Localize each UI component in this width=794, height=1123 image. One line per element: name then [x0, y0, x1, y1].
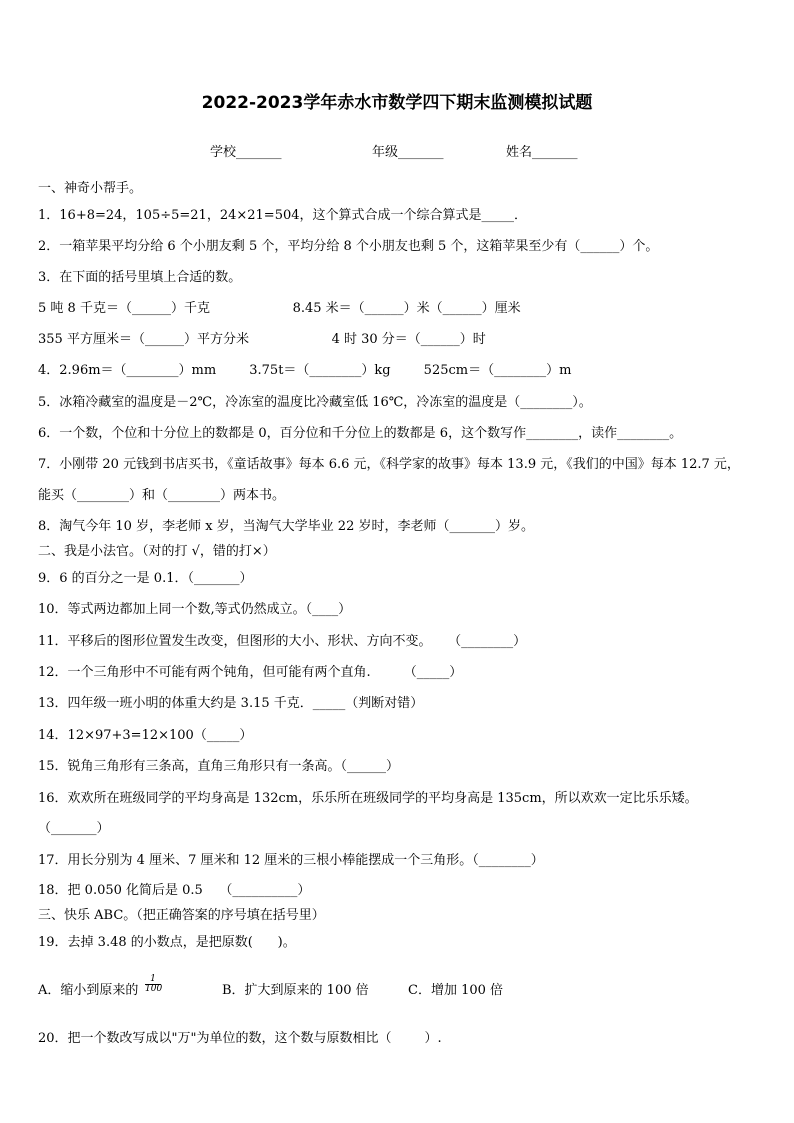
question-14: 14．12×97+3=12×100（_____）: [38, 728, 253, 743]
name-field: 姓名_______: [506, 145, 578, 160]
question-18: 18．把 0.050 化简后是 0.5 （__________）: [38, 883, 311, 898]
page-title: 2022-2023学年赤水市数学四下期末监测模拟试题: [201, 93, 593, 113]
option-b: B．扩大到原来的 100 倍: [222, 983, 369, 998]
section-1-heading: 一、神奇小帮手。: [38, 181, 143, 196]
question-20: 20．把一个数改写成以"万"为单位的数，这个数与原数相比（ ）.: [38, 1031, 442, 1046]
question-8: 8．淘气今年 10 岁，李老师 x 岁，当淘气大学毕业 22 岁时，李老师（_______）岁。: [38, 519, 534, 534]
question-3-row-1: 5 吨 8 千克＝（______）千克 8.45 米＝（______）米（______）厘米: [38, 301, 521, 316]
question-5: 5．冰箱冷藏室的温度是－2℃，冷冻室的温度比冷藏室低 16℃，冷冻室的温度是（________）。: [38, 395, 592, 410]
question-13: 13．四年级一班小明的体重大约是 3.15 千克．_____（判断对错）: [38, 696, 424, 711]
question-6: 6．一个数，个位和十分位上的数都是 0，百分位和千分位上的数都是 6，这个数写作________，读作________。: [38, 426, 683, 441]
question-11: 11．平移后的图形位置发生改变，但图形的大小、形状、方向不变。 （________）: [38, 634, 527, 649]
question-3: 3．在下面的括号里填上合适的数。: [38, 270, 242, 285]
question-7-cont: 能买（________）和（________）两本书。: [38, 488, 286, 503]
question-16: 16．欢欢所在班级同学的平均身高是 132cm，乐乐所在班级同学的平均身高是 135cm，所以欢欢一定比乐乐矮。: [38, 791, 698, 806]
school-field: 学校_______: [210, 145, 282, 160]
question-16-cont: （_______）: [38, 821, 110, 836]
fraction-numerator: 1: [150, 974, 156, 984]
fraction-denominator: 100: [145, 984, 163, 994]
grade-field: 年级_______: [372, 145, 444, 160]
question-19: 19．去掉 3.48 的小数点，是把原数( )。: [38, 935, 296, 950]
question-7: 7．小刚带 20 元钱到书店买书，《童话故事》每本 6.6 元，《科学家的故事》每本 13.9 元，《我们的中国》每本 12.7 元，: [38, 457, 740, 472]
question-2: 2．一箱苹果平均分给 6 个小朋友剩 5 个，平均分给 8 个小朋友也剩 5 个，这箱苹果至少有（______）个。: [38, 239, 659, 254]
question-12: 12．一个三角形中不可能有两个钝角，但可能有两个直角. （_____）: [38, 665, 463, 680]
question-15: 15．锐角三角形有三条高，直角三角形只有一条高。（______）: [38, 759, 400, 774]
question-10: 10．等式两边都加上同一个数,等式仍然成立。（____）: [38, 602, 352, 617]
section-2-heading: 二、我是小法官。（对的打 √，错的打×）: [38, 544, 276, 559]
option-c: C．增加 100 倍: [408, 983, 504, 998]
fraction-one-hundredth: [145, 975, 161, 994]
question-4: 4．2.96m＝（________）mm 3.75t＝（________）kg 525cm＝（________）m: [38, 363, 572, 378]
question-17: 17．用长分别为 4 厘米、7 厘米和 12 厘米的三根小棒能摆成一个三角形。（________）: [38, 853, 544, 868]
question-3-row-2: 355 平方厘米＝（______）平方分米 4 时 30 分＝（______）时: [38, 332, 486, 347]
option-a: A．缩小到原来的: [38, 983, 139, 998]
question-1: 1．16+8=24，105÷5=21，24×21=504，这个算式合成一个综合算式是_____．: [38, 208, 528, 223]
section-3-heading: 三、快乐 ABC。（把正确答案的序号填在括号里）: [38, 908, 325, 923]
question-9: 9．6 的百分之一是 0.1．（_______）: [38, 571, 253, 586]
